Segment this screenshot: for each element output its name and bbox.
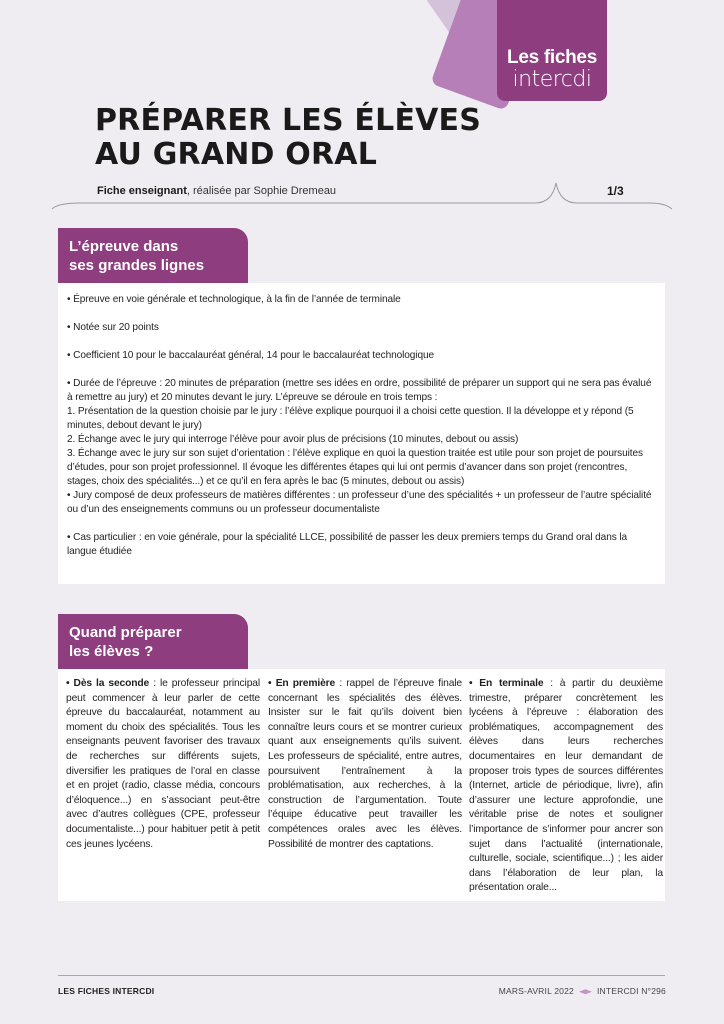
page-title [95, 104, 481, 172]
column-lead: • En terminale [469, 678, 544, 689]
footer-publication: LES FICHES INTERCDI [58, 986, 155, 996]
column-text: : le professeur principal peut commencer à leur parler de cette épreuve du baccalauréat, notamment au moment du choix des spécialités. Tous les enseignants peuvent favoriser des travaux de recherches sur différents sujets, diversifier les pratiques de l’oral en classe et en projet (radio, classe média, concours d’éloquence...) en s’associant peut-être avec d’autres collègues (CPE, professeur documentaliste...) pour habituer petit à petit ces jeunes lycéens. [66, 678, 260, 850]
section-panel-quand [58, 669, 665, 901]
column-text: : rappel de l’épreuve finale concernant les spécialités des élèves. Insister sur le fait qu’ils doivent bien connaître leurs cours et se montrer curieux quant aux enseignements qu’ils suivent. Les professeurs de spécialité, entre autres, poursuivent l’entraînement à la problématisation, aux recherches, à la construction de l’argumentation. Toute l’équipe éducative peut travailler les compétences orales avec les élèves. Possibilité de montrer des captations. [268, 678, 462, 850]
section-panel-epreuve [58, 283, 665, 584]
logo-badge [497, 0, 607, 101]
byline-author: , réalisée par Sophie Dremeau [186, 185, 337, 197]
paragraph: 2. Échange avec le jury qui interroge l’élève pour avoir plus de précisions (10 minutes, debout ou assis) [67, 434, 519, 445]
section-heading-epreuve [58, 228, 248, 283]
title-line1: PRÉPARER LES ÉLÈVES [95, 103, 482, 138]
paragraph: • Épreuve en voie générale et technologique, à la fin de l’année de terminale [67, 294, 401, 305]
heading-line1: Quand préparer [69, 624, 182, 641]
intercdi-logo [430, 0, 620, 105]
heading-line1: L’épreuve dans [69, 238, 179, 255]
paragraph: 1. Présentation de la question choisie par le jury : l’élève explique pourquoi il a choisi cette question. Il la développe et y répond (5 minutes, debout devant le jury) [67, 406, 634, 431]
logo-line2: intercdi [512, 67, 592, 92]
paragraph: • Jury composé de deux professeurs de matières différentes : un professeur d’une des spécialités + un professeur de l’autre spécialité ou d’un des enseignements communs ou un professeur documentaliste [67, 490, 652, 515]
section-heading-quand [58, 614, 248, 669]
heading-line2: ses grandes lignes [69, 257, 205, 274]
logo-line1: Les fiches [507, 47, 597, 68]
paragraph: • Cas particulier : en voie générale, pour la spécialité LLCE, possibilité de passer les deux premiers temps du Grand oral dans la langue étudiée [67, 532, 628, 557]
byline-bold: Fiche enseignant [97, 185, 187, 197]
heading-line2: les élèves ? [69, 643, 154, 660]
paragraph: • Notée sur 20 points [67, 322, 159, 333]
header-brace-divider [0, 175, 724, 215]
paragraph: • Coefficient 10 pour le baccalauréat général, 14 pour le baccalauréat technologique [67, 350, 434, 361]
paragraph: • Durée de l’épreuve : 20 minutes de préparation (mettre ses idées en ordre, possibilité de préparer un support qui ne sera pas évalué à remettre au jury) et 20 minutes devant le jury. L’épreuve se déroule en trois temps : [67, 378, 652, 403]
column-seconde [66, 677, 260, 852]
column-terminale [469, 677, 663, 896]
column-lead: • En première [268, 678, 336, 689]
column-premiere [268, 677, 462, 852]
column-text: : à partir du deuxième trimestre, préparer concrètement les lycéens à l’épreuve : élaboration des problématiques, accompagnement des élèves dans leurs recherches documentaires en leur demandant de proposer trois types de sources différentes (Internet, article de périodique, livre), afin d’assurer une lecture approfondie, une véritable prise de notes et souligner l’importance de s’informer pour ancrer son sujet dans l’actualité (internationale, culturelle, sociale, scientifique...) ; les aider dans l’élaboration de leur plan, la présentation orale... [469, 678, 663, 894]
footer-date: MARS-AVRIL 2022 [498, 986, 574, 996]
diamond-icon [579, 989, 592, 994]
page-number: 1/3 [607, 184, 624, 198]
paragraph: 3. Échange avec le jury sur son sujet d’orientation : l’élève explique en quoi la question traitée est utile pour son projet de poursuites d’études, pour son projet professionnel. Il évoque les différentes étapes qui lui ont permis d’avancer dans son projet (rencontres, stages, choix des spécialités...) et ce qu’il en fera après le bac (5 minutes, debout ou assis) [67, 448, 643, 487]
column-lead: • Dès la seconde [66, 678, 150, 689]
footer-issue-info [499, 986, 666, 996]
title-line2: AU GRAND ORAL [95, 137, 378, 172]
footer-issue: INTERCDI N°296 [596, 986, 666, 996]
footer-divider [58, 975, 665, 976]
